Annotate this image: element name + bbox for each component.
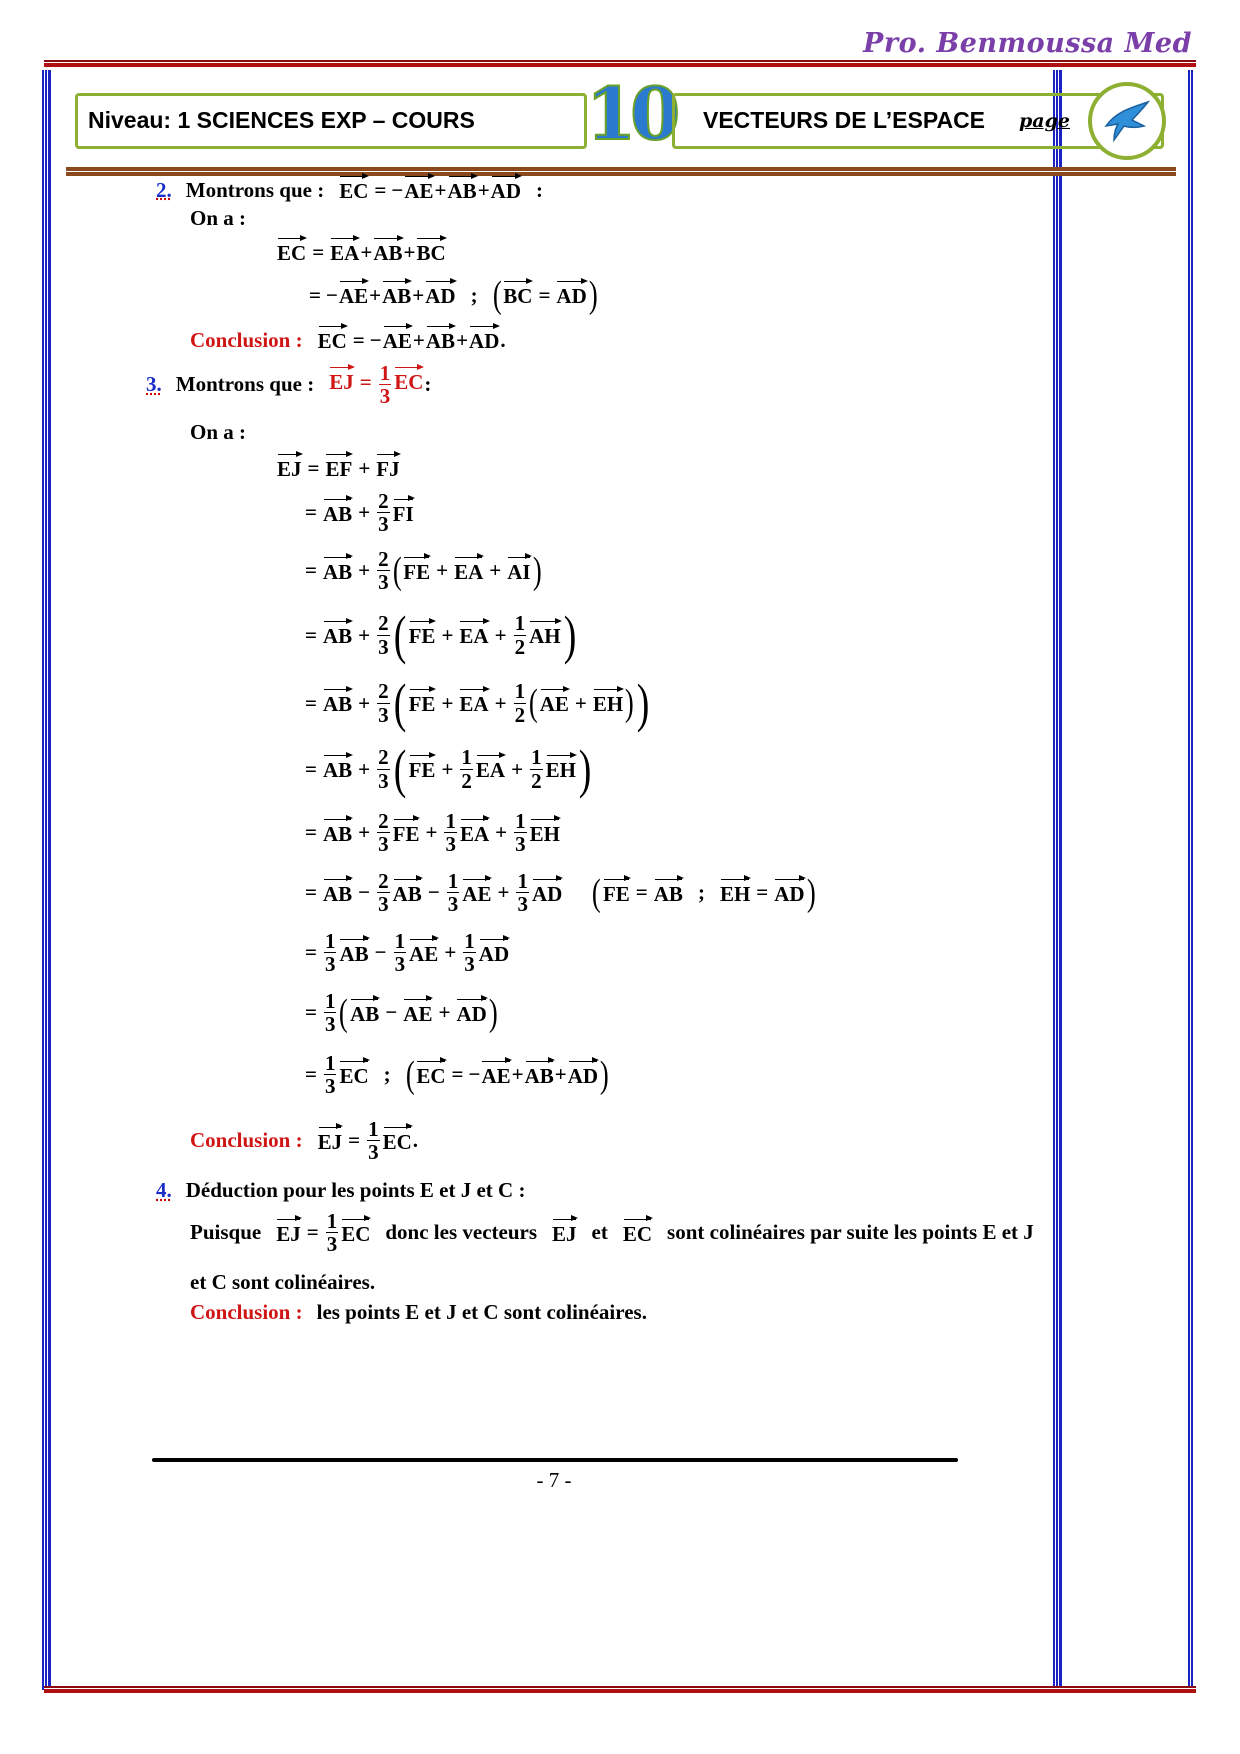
s4-puisque: Puisque — [190, 1220, 262, 1245]
s3-step-6: = AB + $\frac{2}{3}$ ( FE + $\frac{1}{2}$ EA + $\frac{1}{2}$ EH ) — [305, 739, 592, 799]
frame-right-inner-border — [1053, 70, 1062, 1690]
s3-step-11: = $\frac{1}{3}$ EC ; ( EC = − AE + AB + AD ) — [305, 1051, 609, 1099]
s3-step-8: = AB − $\frac{2}{3}$ AB − $\frac{1}{3}$ AE + $\frac{1}{3}$ AD ( FE = AB ; EH = AD ) — [305, 869, 816, 917]
s4-donc: donc les vecteurs — [385, 1220, 538, 1245]
page-word: page — [1019, 110, 1070, 132]
s2-conclusion-label: Conclusion : — [190, 327, 303, 352]
s3-step-1: EJ = EF + FJ — [277, 455, 400, 481]
chapter-title: VECTEURS DE L’ESPACE — [703, 107, 986, 133]
bird-logo — [1088, 82, 1166, 160]
header-separator — [66, 167, 1176, 176]
s4-conclusion-text: les points E et J et C sont colinéaires. — [316, 1300, 647, 1324]
s3-step-2: = AB + $\frac{2}{3}$ FI — [305, 489, 414, 537]
s2-heading: 2. Montrons que : EC = − AE + AB + AD : — [156, 177, 543, 203]
s3-step-9: = $\frac{1}{3}$ AB − $\frac{1}{3}$ AE + $\frac{1}{3}$ AD — [305, 929, 510, 977]
s2-step-1: EC = EA + AB + BC — [277, 239, 446, 265]
s3-step-10: = $\frac{1}{3}$ ( AB − AE + AD ) — [305, 989, 498, 1037]
logo-number: 10 — [586, 71, 675, 156]
s4-suite: sont colinéaires par suite les points E et J — [667, 1220, 1034, 1245]
s4-conclusion — [190, 1300, 647, 1325]
s4-number: 4. — [156, 1178, 172, 1202]
s4-statement: Puisque EJ = $\frac{1}{3}$ EC donc les vecteurs EJ et EC sont colinéaires par suite les points E et J — [190, 1209, 1034, 1257]
s2-number: 2. — [156, 177, 172, 202]
page-number: - 7 - — [536, 1468, 572, 1492]
s3-number: 3. — [146, 372, 162, 397]
footer-rule — [152, 1458, 958, 1462]
s3-heading: 3. Montrons que : EJ = $\frac{1}{3}$ EC : — [146, 361, 432, 409]
s2-step-2: = − AE + AB + AD ; ( BC = AD ) — [309, 274, 598, 316]
frame-bottom-border — [44, 1686, 1196, 1693]
s2-on-a: On a : — [190, 206, 247, 230]
s3-step-7: = AB + $\frac{2}{3}$ FE + $\frac{1}{3}$ EA + $\frac{1}{3}$ EH — [305, 809, 560, 857]
s2-conclusion: Conclusion : EC = − AE + AB + AD . — [190, 327, 506, 353]
s3-step-5: = AB + $\frac{2}{3}$ ( FE + EA + $\frac{1}{2}$ ( AE + EH ) ) — [305, 673, 650, 733]
frame-top-border — [44, 60, 1196, 67]
s3-intro: Montrons que : — [175, 372, 315, 397]
author-name: Pro. Benmoussa Med — [863, 28, 1192, 59]
s3-conclusion: Conclusion : EJ = $\frac{1}{3}$ EC . — [190, 1117, 419, 1165]
s4-title: Déduction pour les points E et J et C : — [185, 1178, 526, 1202]
s3-step-3: = AB + $\frac{2}{3}$ ( FE + EA + AI ) — [305, 547, 542, 595]
s4-et: et — [591, 1220, 608, 1245]
frame-right-border — [1188, 70, 1194, 1690]
bird-icon — [1092, 86, 1162, 156]
s3-conclusion-label: Conclusion : — [190, 1128, 303, 1153]
frame-left-border — [42, 70, 51, 1690]
s2-intro: Montrons que : — [185, 177, 325, 202]
s4-line2: et C sont colinéaires. — [190, 1270, 376, 1294]
s3-on-a: On a : — [190, 420, 247, 444]
level-box — [75, 93, 587, 149]
s4-conclusion-label: Conclusion : — [190, 1300, 303, 1324]
s4-heading — [156, 1178, 525, 1203]
s3-step-4: = AB + $\frac{2}{3}$ ( FE + EA + $\frac{1}{2}$ AH ) — [305, 605, 576, 665]
level-text: Niveau: 1 SCIENCES EXP – COURS — [88, 107, 475, 133]
